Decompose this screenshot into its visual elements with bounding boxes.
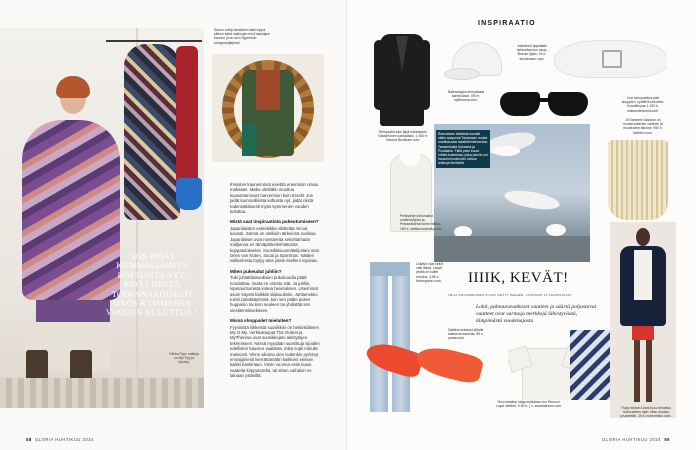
article-body bbox=[230, 182, 320, 384]
question-inspiration: Mistä saat inspiraatiota pukeutumiseen? bbox=[230, 219, 319, 225]
question-shopping: Missä shoppailet mieluiten? bbox=[230, 318, 292, 324]
page-number-right: 59 bbox=[664, 437, 670, 442]
caption-tee: Yksi mewtiva neiguminkaisen tuo Rennon. Lapsi oleiden, 9.80 e, j.o. sasaralesms.com. bbox=[496, 400, 562, 409]
headline: IIIIK, KEVÄT! bbox=[468, 270, 569, 286]
folio-text-left: GLORIA HUHTIKUU 2024 bbox=[35, 437, 94, 442]
red-shoes bbox=[366, 340, 486, 392]
jacket-mirror-photo bbox=[212, 54, 324, 162]
sunglasses bbox=[496, 84, 592, 120]
answer-inspiration: Japanilaisten esteetiikka vikittelää minua kovasti. Särmä on olellisiin tärkeinnä roolissa. Japanilaiset ovat mestareita sekoittamaan malljonna eri tärväpärkeitelmätoista kuppatulokseksi. Suosikkisuunnittelijoitani ovat Dries van Noten, Sacai ja Sportmax. Näiden valikoimista löytyy aina jotain itselleni sopivaa. bbox=[230, 225, 319, 264]
caption-shoes: Sattiinmokkaiset pilkvät saiestuut saaroila, 89 e, prada.com. bbox=[448, 328, 484, 341]
section-label: INSPIRAATIO bbox=[478, 20, 536, 27]
caption-jeans: Lökäsit ovat neliöt vaik lässä. Lasalt pivilla on kullet muotoa, 4,65 e, lindmayann.com. bbox=[416, 262, 444, 283]
caption-sunglasses: Balenciagan lennokkaat aurinkolasit, 490 e, mytheresa.com. bbox=[447, 90, 484, 103]
folio-text-right: GLORIA HUHTIKUU 2024 bbox=[602, 437, 661, 442]
pleated-skirt bbox=[604, 140, 672, 220]
portrait-photo bbox=[0, 28, 204, 408]
striped-bag bbox=[570, 330, 614, 400]
jacket-caption: Saruin voitty-farukkeen takki nppä pilleen sekä malleojen eriol hassiajen kannun ja on aivo Sypressin kumppanijärjestö. bbox=[214, 28, 270, 45]
leather-jacket bbox=[374, 28, 430, 128]
folio-right bbox=[602, 437, 670, 442]
white-cap bbox=[442, 38, 512, 86]
lede: Lokit, pahtauvuvatkoset vaatteet ja säärtä paljastavat vaatteet ovat varmoja merkkejä lähestyvästä, lämpimästä vuodenajasta. bbox=[476, 304, 597, 324]
caption-tank: Pelkistetyt ohtiumallot sndänlöytyöta ja. Petsseastetut tontin melko, 189 e, stellamccartney.com. bbox=[400, 214, 442, 231]
pull-quote: "JOS PIDÄT KUMMALLISISTA KOLTUISTA NYT, PIDÄT NIISTÄ TODENNÄKÖISESTI MYÖS KYMMENEN VUODEN KULUTTUA." bbox=[106, 252, 198, 318]
byline: TEIJA SOLONMAINEN KUVAT GETTY IMAGES, L'ESTROP JA VALMISTAJAT bbox=[448, 293, 572, 297]
page-number-left: 58 bbox=[26, 437, 32, 442]
question-parties: Miten pukeudut juhliin? bbox=[230, 268, 282, 274]
photo-credit: Riikka Pyyn malleja on läpi Pyy ja Myrsky. bbox=[169, 352, 199, 365]
floral-dress bbox=[124, 44, 180, 220]
runway-model-photo bbox=[610, 222, 676, 418]
caption-gulls: Rannaksen keltaista kovasti säkin saapuvat Tavamaan musta mariilukuuas takaththimieriantiun Tamanekalla Suksarta ja Puolalalla. Tällä paloi kuust ertistä kukenkaa, jotka pieniin ovi hauseinmuokuvien kahua ankkoja kierkiellä. bbox=[436, 130, 490, 168]
caption-model: Flapp tinitain Liiani kuuu Ilmattaa hanvuoteen ajan. Misu modan pruanetille, 25 e, marimekko.com. bbox=[620, 406, 672, 419]
caption-cap: Valkoinen lippalakki hehkuttaa kun asua. Busuin lippis, 45 e, stookmann.com. bbox=[516, 44, 548, 61]
caption-jacket: Rempsakä tuloi läpä nahkatakki. Kaksirivinen nahkatakki, 1 450 e, Victoria Beckham.com. bbox=[378, 130, 428, 143]
answer-parties: Tuki juhlattilaisuuksien pukukoodia pitää noudattaa, mutta en ostottu sitä. Ja juhliin, lopetauntumista kokea hesetuksen. Useimmat asuni käyvät kaikkiin tilaisuuksiin. Juhlamekko toimii päiväkäytössä, kun sen pääle pukee huppariin tai lenn neuleen tai yhdistää sen viestitenniksekseen. bbox=[230, 275, 318, 313]
caption-skirt: Jil Sanderin laaukan on muiskumäenen väriinen ja muuttuvine alkuine, 950 e, farfetch.com. bbox=[623, 118, 663, 135]
right-page bbox=[348, 0, 696, 450]
white-belt bbox=[554, 30, 666, 82]
answer-shopping: Fyysisistä liikkeistä suosikkini on helsinkiläinen My O My. Verkkokaupat The Outnet ja MyTheresa ovat suosikkejani alelöytöjen tekemiseen. Niissä myydään suosittuja sijoiden edellisten kausien vaatteita, mikä sopii minulle mainiosti. Viime aikoina olen kuitenkin pyrkinyt ensisijaisesti kierrättämään kaikkeni eteisen kaikki hankintani. Viime vuonna ostin kuusi vaatetta kirpputorelta, tai sitten vaihdoin ne lainaan ystäviltä. bbox=[230, 324, 320, 379]
caption-belt: Kori tahopuettua pää kuuppien, vyötäröt tuleneen. Kuvaliitoyaa 1 190 e, maisondefoncia.com. bbox=[621, 96, 665, 113]
folio-left bbox=[26, 437, 94, 442]
intro-paragraph: Ihmisten kauneimmat esiettiä enemmän omaa maksaan. Maku ulmittäin muuttuu kuusamarvuset harvemmin kuin trendit. Jos pidät kummallisista koltuista nyt, pidät niistä todennäköisesti myös kymmenen vuoden kuluttua. bbox=[230, 182, 318, 215]
